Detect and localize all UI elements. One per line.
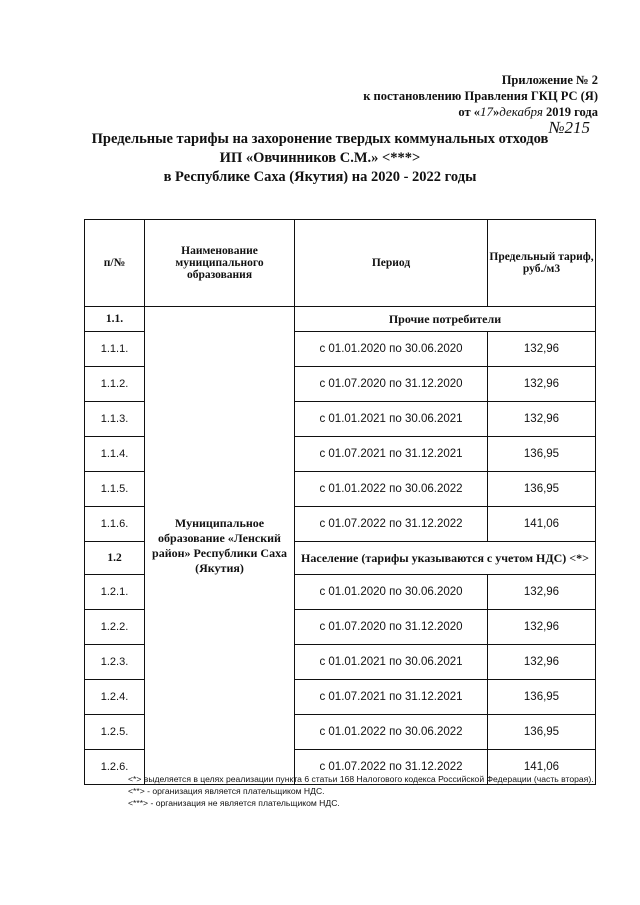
row-tariff: 136,95 (488, 472, 596, 507)
row-period: с 01.01.2021 по 30.06.2021 (295, 402, 488, 437)
row-period: с 01.07.2022 по 31.12.2022 (295, 507, 488, 542)
row-tariff: 132,96 (488, 645, 596, 680)
appendix-date: от «17»декабря 2019 года (458, 104, 598, 119)
row-num: 1.2.3. (85, 645, 145, 680)
footnotes (84, 773, 594, 809)
row-tariff: 136,95 (488, 715, 596, 750)
row-tariff: 132,96 (488, 402, 596, 437)
row-tariff: 132,96 (488, 610, 596, 645)
row-period: с 01.07.2020 по 31.12.2020 (295, 367, 488, 402)
row-num: 1.2.4. (85, 680, 145, 715)
appendix-resolution: к постановлению Правления ГКЦ РС (Я) (363, 89, 598, 103)
footnote-3: <***> - организация не является плательщиком НДС. (128, 798, 340, 808)
row-tariff: 141,06 (488, 507, 596, 542)
header-period: Период (295, 220, 488, 307)
appendix-date-year: 2019 года (546, 105, 598, 119)
row-num: 1.1.5. (85, 472, 145, 507)
municipality-cell: Муниципальное образование «Ленский район» Республики Саха (Якутия) (145, 307, 295, 785)
row-tariff: 136,95 (488, 680, 596, 715)
row-period: с 01.07.2021 по 31.12.2021 (295, 680, 488, 715)
appendix-date-month: декабря (499, 104, 543, 119)
section-2-num: 1.2 (85, 542, 145, 575)
row-period: с 01.07.2022 по 31.12.2022 (295, 750, 488, 785)
tariff-table (84, 219, 596, 785)
row-num: 1.2.1. (85, 575, 145, 610)
row-num: 1.1.4. (85, 437, 145, 472)
row-num: 1.2.2. (85, 610, 145, 645)
title-line-1: Предельные тарифы на захоронение твердых коммунальных отходов (91, 131, 549, 147)
row-num: 1.1.6. (85, 507, 145, 542)
section-1-num: 1.1. (85, 307, 145, 332)
section-2-label: Население (тарифы указываются с учетом НДС) <*> (295, 542, 596, 575)
footnote-2: <**> - организация является плательщиком НДС. (128, 786, 325, 796)
section-row-1 (85, 307, 596, 332)
row-num: 1.1.1. (85, 332, 145, 367)
row-period: с 01.01.2020 по 30.06.2020 (295, 332, 488, 367)
header-municipality: Наименование муниципального образования (145, 220, 295, 307)
title-line-2: ИП «Овчинников С.М.» <***> (219, 150, 421, 166)
row-period: с 01.01.2021 по 30.06.2021 (295, 645, 488, 680)
appendix-title: Приложение № 2 (501, 73, 598, 87)
appendix-date-day: 17 (480, 104, 493, 119)
row-period: с 01.01.2020 по 30.06.2020 (295, 575, 488, 610)
section-1-label: Прочие потребители (295, 307, 596, 332)
table-header-row (85, 220, 596, 307)
row-tariff: 141,06 (488, 750, 596, 785)
row-tariff: 132,96 (488, 367, 596, 402)
row-period: с 01.01.2022 по 30.06.2022 (295, 472, 488, 507)
row-period: с 01.07.2020 по 31.12.2020 (295, 610, 488, 645)
row-tariff: 132,96 (488, 332, 596, 367)
appendix-block (363, 72, 598, 137)
document-title (0, 130, 640, 187)
row-period: с 01.01.2022 по 30.06.2022 (295, 715, 488, 750)
row-num: 1.2.6. (85, 750, 145, 785)
header-num: п/№ (85, 220, 145, 307)
row-tariff: 132,96 (488, 575, 596, 610)
appendix-number: №215 (548, 118, 590, 137)
row-tariff: 136,95 (488, 437, 596, 472)
footnote-1: <*> выделяется в целях реализации пункта 6 статьи 168 Налогового кодекса Российской Федерации (часть вторая). (128, 774, 594, 784)
row-num: 1.1.3. (85, 402, 145, 437)
title-line-3: в Республике Саха (Якутия) на 2020 - 2022 годы (163, 169, 477, 185)
row-num: 1.2.5. (85, 715, 145, 750)
row-period: с 01.07.2021 по 31.12.2021 (295, 437, 488, 472)
header-tariff: Предельный тариф, руб./м3 (488, 220, 596, 307)
row-num: 1.1.2. (85, 367, 145, 402)
